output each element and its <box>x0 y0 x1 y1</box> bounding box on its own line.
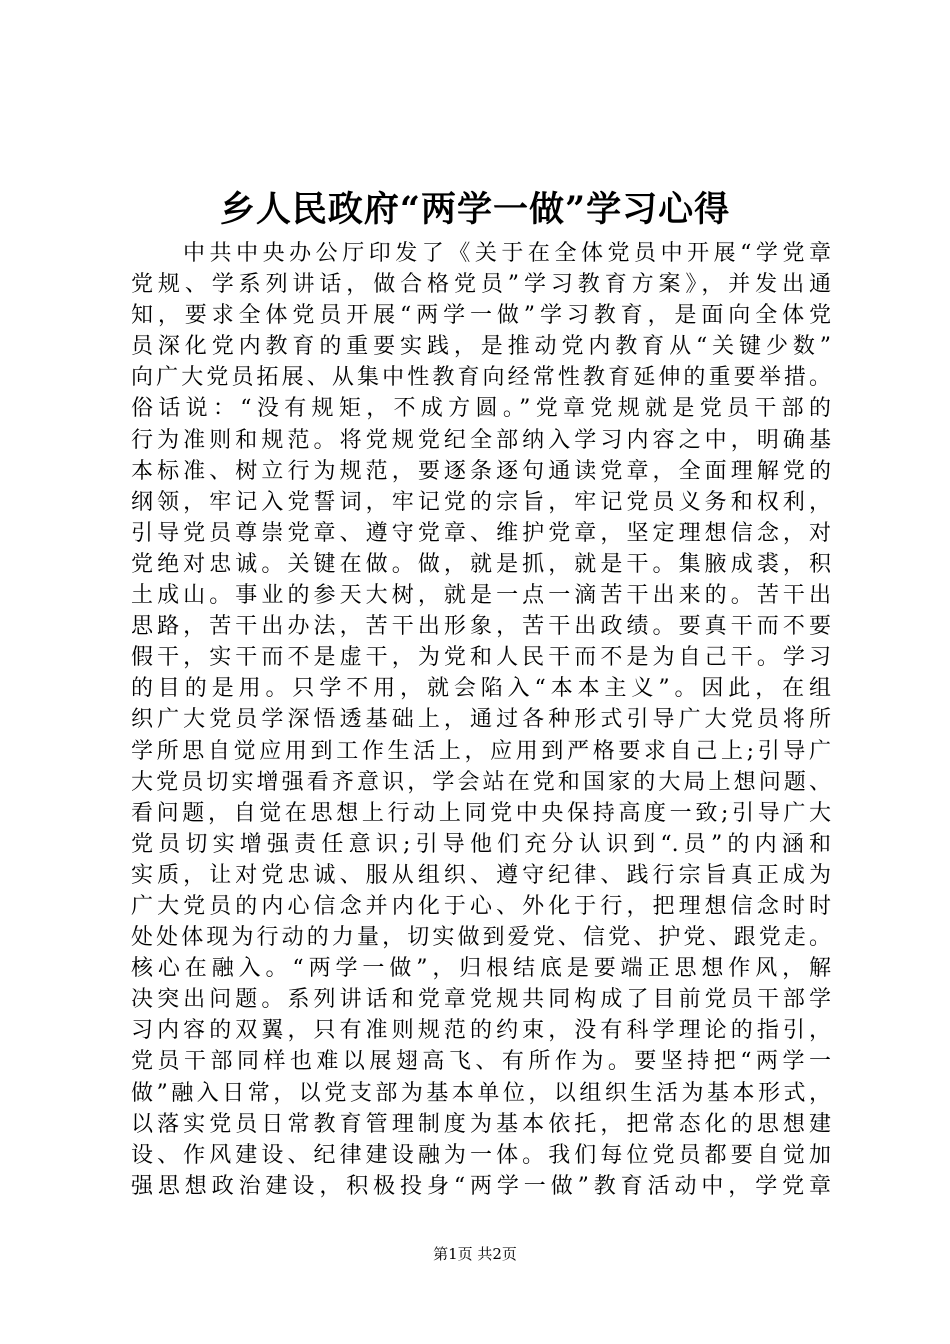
paragraph-line: 引导党员尊崇党章、遵守党章、维护党章，坚定理想信念，对 <box>131 520 831 546</box>
paragraph-line: 设、作风建设、纪律建设融为一体。我们每位党员都要自觉加 <box>131 1142 831 1168</box>
paragraph-line: 以落实党员日常教育管理制度为基本依托，把常态化的思想建 <box>131 1111 831 1137</box>
paragraph-line: 思路，苦干出办法，苦干出形象，苦干出政绩。要真干而不要 <box>131 614 831 640</box>
paragraph-line: 实质，让对党忠诚、服从组织、遵守纪律、践行宗旨真正成为 <box>131 862 831 888</box>
paragraph-line: 处处体现为行动的力量，切实做到爱党、信党、护党、跟党走。 <box>131 925 831 951</box>
paragraph-line: 党员干部同样也难以展翅高飞、有所作为。要坚持把“两学一 <box>131 1049 831 1075</box>
paragraph-line: 核心在融入。“两学一做”，归根结底是要端正思想作风，解 <box>131 956 831 982</box>
paragraph-line: 广大党员的内心信念并内化于心、外化于行，把理想信念时时 <box>131 893 831 919</box>
paragraph-line: 党绝对忠诚。关键在做。做，就是抓，就是干。集腋成裘，积 <box>131 551 831 577</box>
paragraph-line: 纲领，牢记入党誓词，牢记党的宗旨，牢记党员义务和权利， <box>131 489 831 515</box>
paragraph-line: 学所思自觉应用到工作生活上，应用到严格要求自己上;引导广 <box>131 738 831 764</box>
paragraph-line: 行为准则和规范。将党规党纪全部纳入学习内容之中，明确基 <box>131 427 831 453</box>
paragraph-line: 织广大党员学深悟透基础上，通过各种形式引导广大党员将所 <box>131 707 831 733</box>
document-body <box>131 238 831 1202</box>
paragraph-line: 决突出问题。系列讲话和党章党规共同构成了目前党员干部学 <box>131 987 831 1013</box>
paragraph-line: 做”融入日常，以党支部为基本单位，以组织生活为基本形式， <box>131 1080 831 1106</box>
paragraph-line: 土成山。事业的参天大树，就是一点一滴苦干出来的。苦干出 <box>131 583 831 609</box>
paragraph-line: 俗话说：“没有规矩，不成方圆。”党章党规就是党员干部的 <box>131 396 831 422</box>
paragraph-line: 向广大党员拓展、从集中性教育向经常性教育延伸的重要举措。 <box>131 365 831 391</box>
paragraph-line: 习内容的双翼，只有准则规范的约束，没有科学理论的指引， <box>131 1018 831 1044</box>
paragraph-line: 大党员切实增强看齐意识，学会站在党和国家的大局上想问题、 <box>131 769 831 795</box>
paragraph-line: 党规、学系列讲话，做合格党员”学习教育方案》，并发出通 <box>131 272 831 298</box>
paragraph-line: 看问题，自觉在思想上行动上同党中央保持高度一致;引导广大 <box>131 800 831 826</box>
page-number: 第1页 共2页 <box>433 1245 517 1263</box>
document-title: 乡人民政府“两学一做”学习心得 <box>219 189 731 230</box>
paragraph-line: 假干，实干而不是虚干，为党和人民干而不是为自己干。学习 <box>131 645 831 671</box>
paragraph-line: 的目的是用。只学不用，就会陷入“本本主义”。因此，在组 <box>131 676 831 702</box>
paragraph-line: 员深化党内教育的重要实践，是推动党内教育从“关键少数” <box>131 334 831 360</box>
paragraph-line: 强思想政治建设，积极投身“两学一做”教育活动中，学党章 <box>131 1173 831 1199</box>
paragraph-line: 知，要求全体党员开展“两学一做”学习教育，是面向全体党 <box>131 303 831 329</box>
paragraph-line: 本标准、树立行为规范，要逐条逐句通读党章，全面理解党的 <box>131 458 831 484</box>
paragraph-line: 中共中央办公厅印发了《关于在全体党员中开展“学党章 <box>183 241 831 266</box>
paragraph-line: 党员切实增强责任意识;引导他们充分认识到“.员”的内涵和 <box>131 831 831 857</box>
